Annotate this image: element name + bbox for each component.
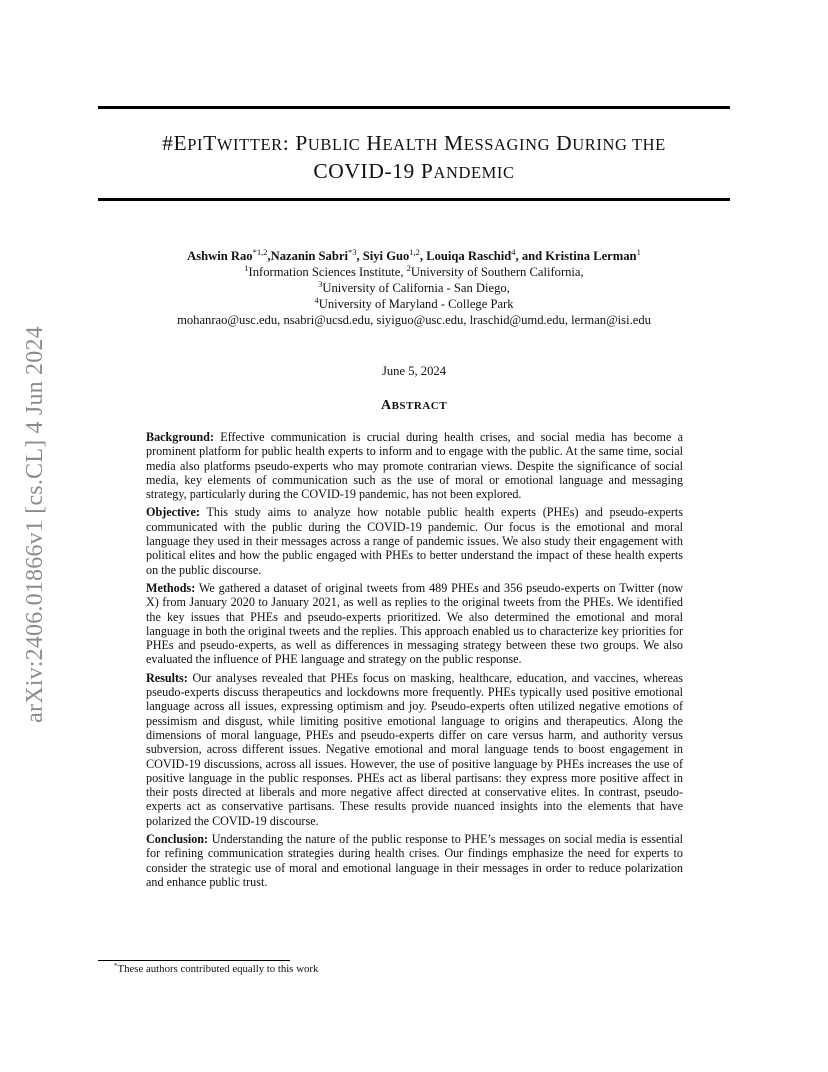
title-rule-bottom bbox=[98, 198, 730, 201]
title-line-2: COVID-19 PANDEMIC bbox=[313, 159, 515, 183]
abstract-methods: Methods: We gathered a dataset of original tweets from 489 PHEs and 356 pseudo-experts on Twitter (now X) from January 2020 to January 2021, as well as replies to the original tweets from the PHEs. We identified the key issues that PHEs and pseudo-experts prioritized. We also determined the emotional and moral language in both the original tweets and the replies. This approach enabled us to characterize key priorities for PHEs and pseudo-experts, as well as differences in messaging strategy between these two groups. We also evaluated the influence of PHE language and strategy on the public response. bbox=[146, 580, 683, 667]
abstract-conclusion: Conclusion: Understanding the nature of the public response to PHE’s messages on social media is essential for refining communication strategies during health crises. Our findings emphasize the need for experts to consider the strategic use of moral and emotional language in their messages in order to reduce polarization and enhance public trust. bbox=[146, 832, 683, 889]
paper-title bbox=[98, 130, 730, 186]
arxiv-identifier: arXiv:2406.01866v1 [cs.CL] 4 Jun 2024 bbox=[21, 325, 48, 723]
paper-date: June 5, 2024 bbox=[381, 364, 446, 378]
abstract-body bbox=[146, 430, 683, 893]
abstract-results: Results: Our analyses revealed that PHEs focus on masking, healthcare, education, and vaccines, whereas pseudo-experts discuss therapeutics and lockdowns more frequently. PHEs typically used positive emotional language across all issues, expressing optimism and joy. Pseudo-experts often utilized negative emotions of pessimism and disgust, while limiting positive emotional language to origins and therapeutics. Along the dimensions of moral language, PHEs and pseudo-experts differ on care versus harm, and authority versus subversion, across different issues. Negative emotional and moral language tends to boost engagement in COVID-19 discussions, across all issues. However, the use of positive language by PHEs increases the use of positive language in the public responses. PHEs act as liberal partisans: they express more positive affect in their posts directed at liberals and more negative affect directed at conservative elites. In contrast, pseudo-experts act as conservative partisans. These results provide nuanced insights into the elements that have polarized the COVID-19 discourse. bbox=[146, 670, 683, 828]
affiliation-line-1: $^1$Information Sciences Institute, $^2$University of Southern California, bbox=[244, 263, 584, 279]
abstract-background: Background: Effective communication is crucial during health crises, and social media has become a prominent platform for public health experts to inform and to engage with the public. At the same time, social media also platforms pseudo-experts who may promote contrarian views. Despite the significance of social media, key elements of communication such as the use of moral or emotional language and messaging strategy, particularly during the COVID-19 pandemic, has not been explored. bbox=[146, 430, 683, 502]
author-emails: mohanrao@usc.edu, nsabri@ucsd.edu, siyiguo@usc.edu, lraschid@umd.edu, lerman@isi.edu bbox=[177, 313, 651, 327]
abstract-objective: Objective: This study aims to analyze how notable public health experts (PHEs) and pseudo-experts communicated with the public during the COVID-19 pandemic. Our focus is the emotional and moral language they used in their messages across a range of pandemic issues. We also study their engagement with political elites and how the public engaged with PHEs to better understand the impact of these health experts on the public discourse. bbox=[146, 505, 683, 577]
title-rule-top bbox=[98, 106, 730, 109]
footnote-rule bbox=[98, 960, 290, 961]
author-block bbox=[98, 248, 730, 328]
title-line-1: #EPITWITTER: PUBLIC HEALTH MESSAGING DURING THE bbox=[162, 131, 666, 155]
affiliation-line-2: $^3$University of California - San Diego, bbox=[318, 279, 510, 295]
arxiv-side-stamp bbox=[23, 298, 47, 750]
abstract-heading: ABSTRACT bbox=[380, 398, 448, 413]
author-names: Ashwin Rao$^{*1,2}$,Nazanin Sabri$^{*3}$, Siyi Guo$^{1,2}$, Louiqa Raschid$^4$, and Kristina Lerman$^1$ bbox=[187, 247, 641, 263]
footnote: *These authors contributed equally to this work bbox=[114, 962, 319, 975]
affiliation-line-3: $^4$University of Maryland - College Park bbox=[314, 295, 514, 311]
